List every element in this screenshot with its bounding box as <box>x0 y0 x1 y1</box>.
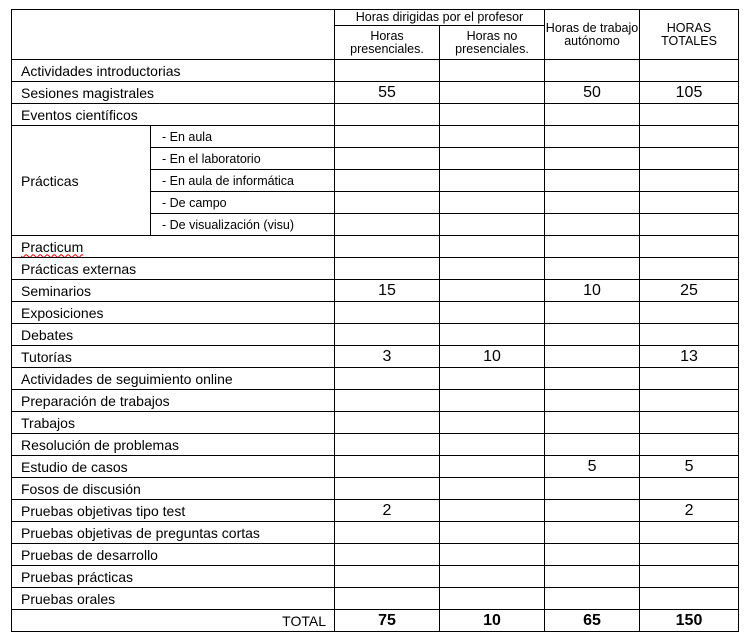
cell-autonomo <box>545 104 640 126</box>
cell-autonomo <box>545 346 640 368</box>
cell-autonomo <box>545 390 640 412</box>
cell-autonomo: 10 <box>545 280 640 302</box>
table-row <box>12 456 739 478</box>
cell-autonomo: 5 <box>545 456 640 478</box>
practicas-sub-label: - En aula de informática <box>151 170 335 192</box>
table-row <box>12 566 739 588</box>
hours-table <box>11 9 739 632</box>
table-row <box>12 82 739 104</box>
cell-no-presenciales <box>440 258 545 280</box>
cell-total: 25 <box>640 280 739 302</box>
cell-total <box>640 302 739 324</box>
activity-label: Exposiciones <box>12 302 335 324</box>
cell-presenciales: 2 <box>335 500 440 522</box>
cell-total <box>640 478 739 500</box>
cell-no-presenciales <box>440 170 545 192</box>
cell-no-presenciales <box>440 522 545 544</box>
total-label: TOTAL <box>12 610 335 632</box>
cell-no-presenciales <box>440 324 545 346</box>
header-blank-cell <box>12 10 335 60</box>
table-row <box>12 390 739 412</box>
cell-total <box>640 60 739 82</box>
practicas-sub-label: - De visualización (visu) <box>151 214 335 236</box>
cell-presenciales <box>335 192 440 214</box>
total-presenciales: 75 <box>335 610 440 632</box>
header-horas-autonomo: Horas de trabajo autónomo <box>545 10 640 60</box>
cell-no-presenciales <box>440 478 545 500</box>
cell-total <box>640 390 739 412</box>
table-row <box>12 104 739 126</box>
activity-label <box>12 236 335 258</box>
cell-total <box>640 324 739 346</box>
cell-total <box>640 192 739 214</box>
activity-label: Tutorías <box>12 346 335 368</box>
cell-autonomo <box>545 500 640 522</box>
cell-total <box>640 258 739 280</box>
cell-autonomo: 50 <box>545 82 640 104</box>
cell-autonomo <box>545 302 640 324</box>
table-row <box>12 412 739 434</box>
cell-autonomo <box>545 412 640 434</box>
activity-label: Pruebas de desarrollo <box>12 544 335 566</box>
activity-label: Pruebas objetivas de preguntas cortas <box>12 522 335 544</box>
cell-presenciales <box>335 390 440 412</box>
table-row <box>12 126 739 148</box>
cell-presenciales: 15 <box>335 280 440 302</box>
cell-presenciales <box>335 456 440 478</box>
cell-presenciales <box>335 148 440 170</box>
cell-total <box>640 368 739 390</box>
activity-label: Prácticas externas <box>12 258 335 280</box>
cell-no-presenciales <box>440 280 545 302</box>
cell-no-presenciales <box>440 60 545 82</box>
cell-no-presenciales: 10 <box>440 346 545 368</box>
activity-label: Pruebas orales <box>12 588 335 610</box>
activity-label: Estudio de casos <box>12 456 335 478</box>
cell-total <box>640 522 739 544</box>
activity-label: Preparación de trabajos <box>12 390 335 412</box>
cell-presenciales <box>335 214 440 236</box>
activity-label: Pruebas prácticas <box>12 566 335 588</box>
cell-presenciales <box>335 566 440 588</box>
cell-presenciales: 55 <box>335 82 440 104</box>
activity-label: Pruebas objetivas tipo test <box>12 500 335 522</box>
cell-total: 13 <box>640 346 739 368</box>
table-row <box>12 236 739 258</box>
cell-autonomo <box>545 434 640 456</box>
table-row <box>12 368 739 390</box>
cell-no-presenciales <box>440 82 545 104</box>
activity-label: Eventos científicos <box>12 104 335 126</box>
header-horas-presenciales: Horas presenciales. <box>335 26 440 60</box>
table-row <box>12 302 739 324</box>
cell-presenciales <box>335 258 440 280</box>
total-autonomo: 65 <box>545 610 640 632</box>
practicas-label: Prácticas <box>12 126 151 236</box>
cell-no-presenciales <box>440 588 545 610</box>
total-horas: 150 <box>640 610 739 632</box>
cell-presenciales <box>335 478 440 500</box>
cell-presenciales <box>335 104 440 126</box>
cell-autonomo <box>545 236 640 258</box>
cell-no-presenciales <box>440 104 545 126</box>
cell-presenciales <box>335 522 440 544</box>
table-row <box>12 434 739 456</box>
cell-no-presenciales <box>440 544 545 566</box>
cell-no-presenciales <box>440 236 545 258</box>
totals-row <box>12 610 739 632</box>
activity-label: Resolución de problemas <box>12 434 335 456</box>
cell-no-presenciales <box>440 412 545 434</box>
practicas-sub-label: - En aula <box>151 126 335 148</box>
cell-no-presenciales <box>440 126 545 148</box>
header-horas-totales: HORAS TOTALES <box>640 10 739 60</box>
table-row <box>12 500 739 522</box>
cell-autonomo <box>545 566 640 588</box>
table-row <box>12 478 739 500</box>
cell-presenciales <box>335 588 440 610</box>
cell-no-presenciales <box>440 148 545 170</box>
cell-autonomo <box>545 126 640 148</box>
total-no-presenciales: 10 <box>440 610 545 632</box>
cell-total <box>640 588 739 610</box>
activity-label: Trabajos <box>12 412 335 434</box>
cell-presenciales <box>335 434 440 456</box>
cell-total <box>640 148 739 170</box>
practicas-sub-label: - En el laboratorio <box>151 148 335 170</box>
cell-presenciales <box>335 302 440 324</box>
cell-presenciales <box>335 126 440 148</box>
cell-no-presenciales <box>440 566 545 588</box>
cell-total: 105 <box>640 82 739 104</box>
cell-total <box>640 434 739 456</box>
cell-autonomo <box>545 258 640 280</box>
cell-autonomo <box>545 170 640 192</box>
cell-presenciales <box>335 236 440 258</box>
cell-autonomo <box>545 60 640 82</box>
cell-presenciales <box>335 368 440 390</box>
activity-label: Sesiones magistrales <box>12 82 335 104</box>
cell-total <box>640 214 739 236</box>
cell-autonomo <box>545 544 640 566</box>
table-row <box>12 522 739 544</box>
activity-label: Actividades de seguimiento online <box>12 368 335 390</box>
activity-label: Fosos de discusión <box>12 478 335 500</box>
table-row <box>12 588 739 610</box>
cell-total <box>640 544 739 566</box>
cell-autonomo <box>545 478 640 500</box>
cell-no-presenciales <box>440 500 545 522</box>
cell-presenciales <box>335 170 440 192</box>
activity-label: Seminarios <box>12 280 335 302</box>
activity-label: Debates <box>12 324 335 346</box>
cell-no-presenciales <box>440 192 545 214</box>
table-row <box>12 60 739 82</box>
table-row <box>12 346 739 368</box>
cell-presenciales <box>335 544 440 566</box>
cell-total: 5 <box>640 456 739 478</box>
cell-autonomo <box>545 148 640 170</box>
cell-autonomo <box>545 588 640 610</box>
activity-label: Actividades introductorias <box>12 60 335 82</box>
cell-total <box>640 566 739 588</box>
cell-total <box>640 236 739 258</box>
cell-presenciales: 3 <box>335 346 440 368</box>
header-horas-no-presenciales: Horas no presenciales. <box>440 26 545 60</box>
cell-autonomo <box>545 192 640 214</box>
table-row <box>12 544 739 566</box>
cell-autonomo <box>545 368 640 390</box>
cell-autonomo <box>545 522 640 544</box>
cell-autonomo <box>545 214 640 236</box>
table-row <box>12 258 739 280</box>
cell-total <box>640 170 739 192</box>
cell-no-presenciales <box>440 434 545 456</box>
cell-presenciales <box>335 412 440 434</box>
cell-no-presenciales <box>440 214 545 236</box>
header-horas-dirigidas: Horas dirigidas por el profesor <box>335 10 545 26</box>
practicas-sub-label: - De campo <box>151 192 335 214</box>
practicum-label: Practicum <box>21 238 84 255</box>
table-row <box>12 324 739 346</box>
cell-total <box>640 104 739 126</box>
cell-no-presenciales <box>440 456 545 478</box>
cell-total <box>640 412 739 434</box>
cell-no-presenciales <box>440 368 545 390</box>
cell-presenciales <box>335 324 440 346</box>
cell-no-presenciales <box>440 390 545 412</box>
cell-total <box>640 126 739 148</box>
cell-total: 2 <box>640 500 739 522</box>
cell-presenciales <box>335 60 440 82</box>
table-row <box>12 280 739 302</box>
cell-no-presenciales <box>440 302 545 324</box>
cell-autonomo <box>545 324 640 346</box>
